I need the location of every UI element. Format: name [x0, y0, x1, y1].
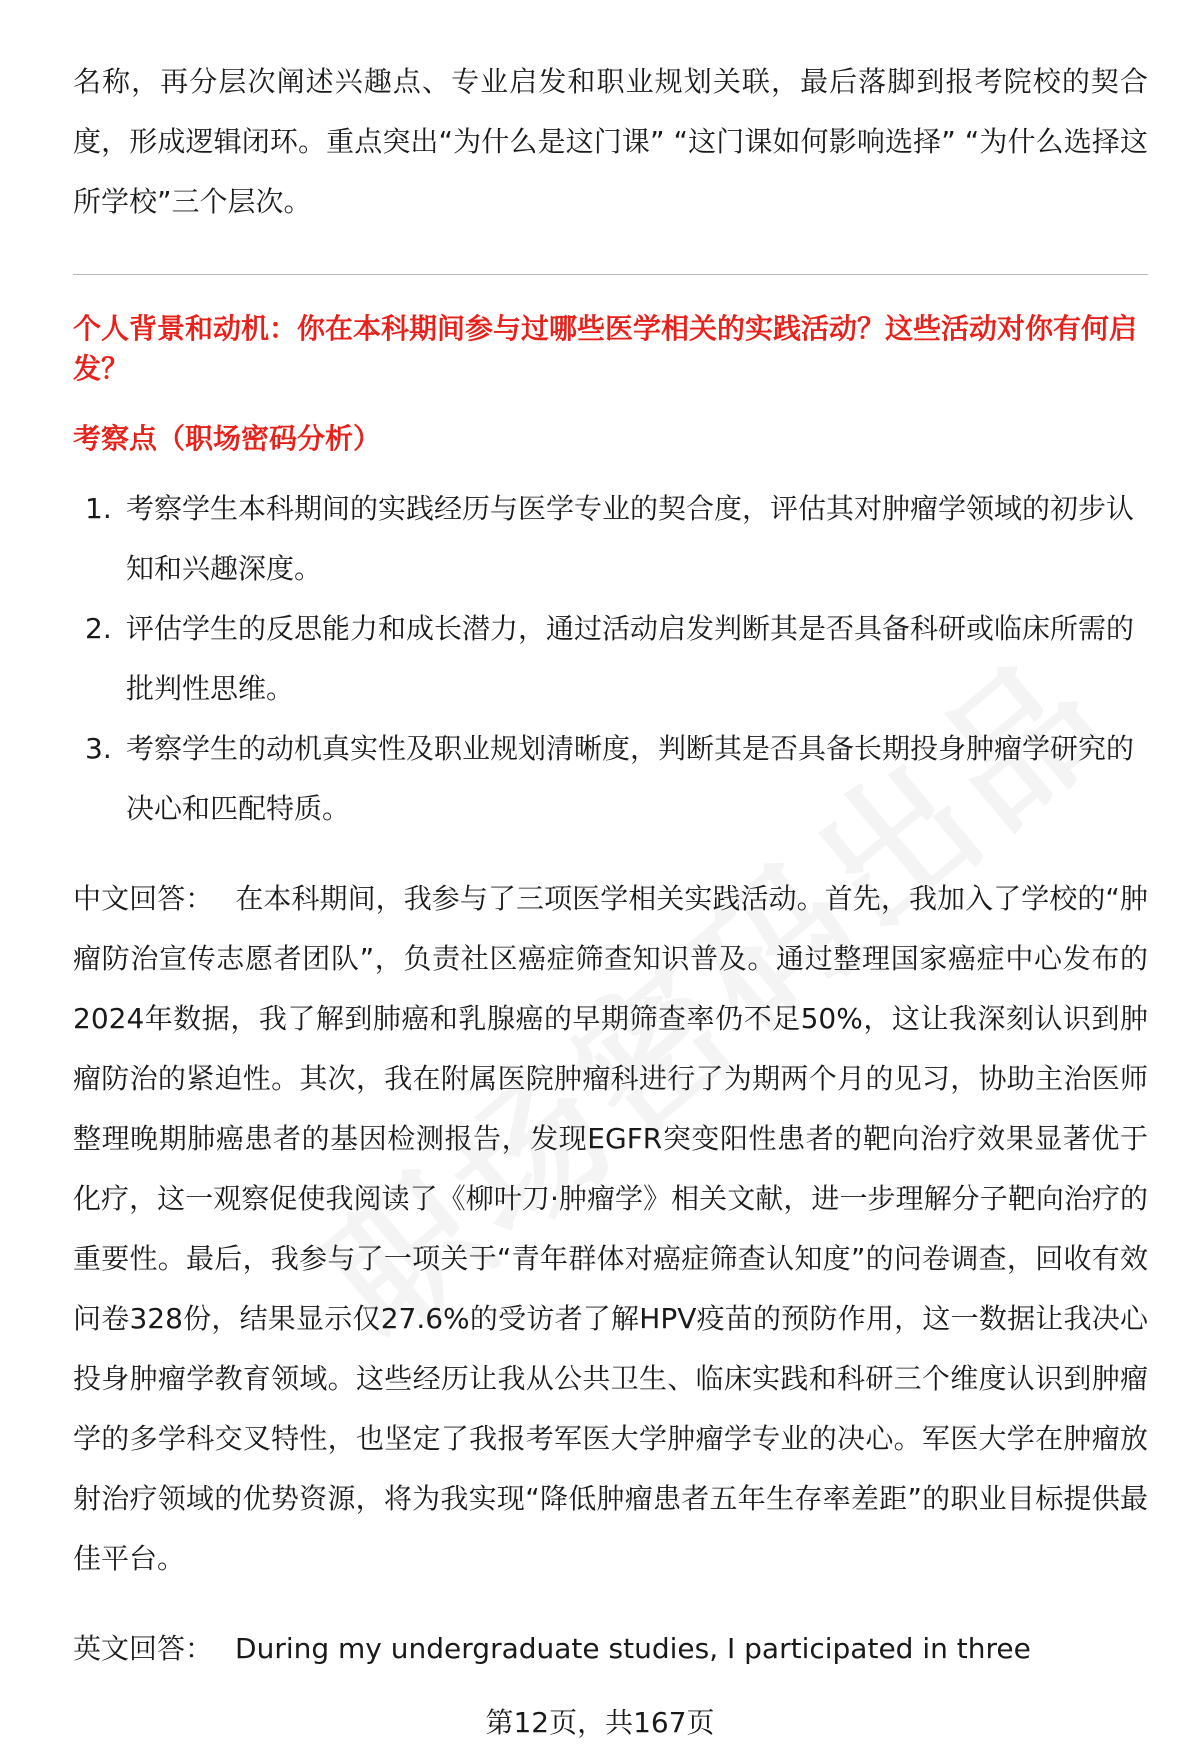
english-answer	[73, 1619, 1148, 1679]
assessment-point	[73, 479, 1148, 599]
page-footer: 第12页，共167页	[485, 1706, 715, 1739]
document-page	[73, 52, 1148, 1679]
intro-paragraph: 名称，再分层次阐述兴趣点、专业启发和职业规划关联，最后落脚到报考院校的契合度，形成逻辑闭环。重点突出“为什么是这门课” “这门课如何影响选择” “为什么选择这所学校”三个层次。	[73, 65, 1148, 218]
assessment-point-number: 3.	[85, 732, 112, 765]
chinese-answer-label: 中文回答：	[73, 882, 214, 915]
chinese-answer	[73, 869, 1148, 1589]
assessment-heading: 考察点（职场密码分析）	[73, 422, 382, 455]
assessment-point-number: 2.	[85, 612, 112, 645]
assessment-point-text: 考察学生的动机真实性及职业规划清晰度，判断其是否具备长期投身肿瘤学研究的决心和匹配特质。	[126, 732, 1135, 825]
english-answer-label: 英文回答：	[73, 1632, 214, 1665]
assessment-point-text: 评估学生的反思能力和成长潜力，通过活动启发判断其是否具备科研或临床所需的批判性思维。	[126, 612, 1135, 705]
assessment-point	[73, 719, 1148, 839]
assessment-point-number: 1.	[85, 492, 112, 525]
assessment-point	[73, 599, 1148, 719]
chinese-answer-text: 在本科期间，我参与了三项医学相关实践活动。首先，我加入了学校的“肿瘤防治宣传志愿者团队”，负责社区癌症筛查知识普及。通过整理国家癌症中心发布的2024年数据，我了解到肺癌和乳腺癌的早期筛查率仍不足50%，这让我深刻认识到肿瘤防治的紧迫性。其次，我在附属医院肿瘤科进行了为期两个月的见习，协助主治医师整理晚期肺癌患者的基因检测报告，发现EGFR突变阳性患者的靶向治疗效果显著优于化疗，这一观察促使我阅读了《柳叶刀·肿瘤学》相关文献，进一步理解分子靶向治疗的重要性。最后，我参与了一项关于“青年群体对癌症筛查认知度”的问卷调查，回收有效问卷328份，结果显示仅27.6%的受访者了解HPV疫苗的预防作用，这一数据让我决心投身肿瘤学教育领域。这些经历让我从公共卫生、临床实践和科研三个维度认识到肿瘤学的多学科交叉特性，也坚定了我报考军医大学肿瘤学专业的决心。军医大学在肿瘤放射治疗领域的优势资源，将为我实现“降低肿瘤患者五年生存率差距”的职业目标提供最佳平台。	[73, 882, 1148, 1575]
english-answer-text: During my undergraduate studies, I participated in three	[235, 1632, 1031, 1665]
question-heading: 个人背景和动机：你在本科期间参与过哪些医学相关的实践活动？这些活动对你有何启发？	[73, 312, 1138, 385]
assessment-points-list	[73, 479, 1148, 839]
section-divider	[73, 274, 1148, 275]
assessment-point-text: 考察学生本科期间的实践经历与医学专业的契合度，评估其对肿瘤学领域的初步认知和兴趣深度。	[126, 492, 1135, 585]
